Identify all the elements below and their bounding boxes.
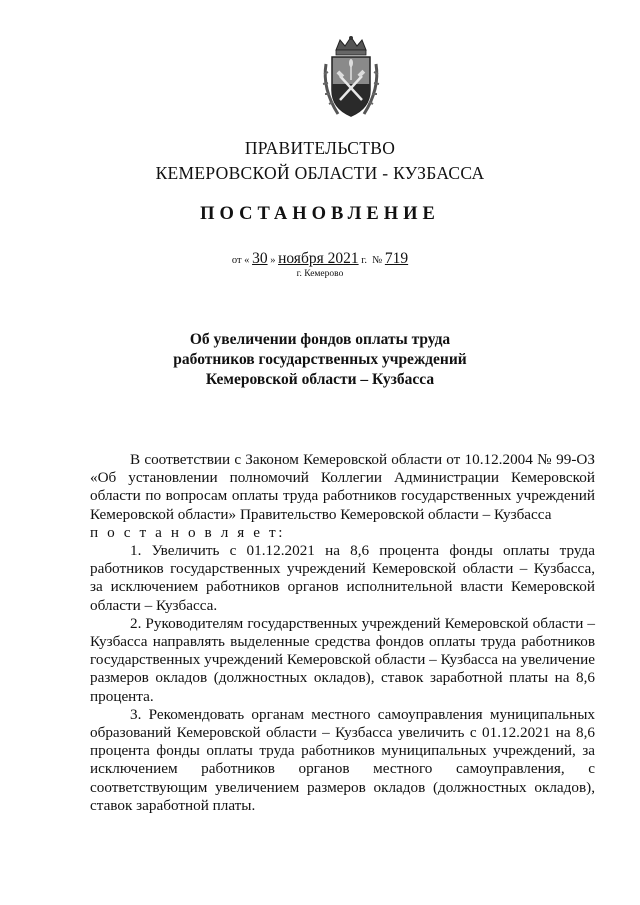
number-prefix: № <box>372 255 383 266</box>
item-1-paragraph: 1. Увеличить с 01.12.2021 на 8,6 процента фонды оплаты труда работников государственных учреждений Кемеровской области – Кузбасса, за исключением работников органов исполнительной власти Кемеровской области – Кузбасса. <box>90 542 595 614</box>
subject-line1: Об увеличении фондов оплаты труда <box>189 331 451 348</box>
date-prefix: от « <box>231 255 250 266</box>
document-number: 719 <box>384 250 409 267</box>
document-city: г. Кемерово <box>296 269 344 279</box>
government-title-line2: КЕМЕРОВСКОЙ ОБЛАСТИ - КУЗБАССА <box>155 163 485 183</box>
document-date-number <box>0 250 640 268</box>
subject-line3: Кемеровской области – Кузбасса <box>205 371 435 388</box>
coat-of-arms-icon <box>318 34 384 122</box>
coat-of-arms-emblem <box>318 34 384 122</box>
resolves-word: п о с т а н о в л я е т: <box>90 523 286 541</box>
subject-line2: работников государственных учреждений <box>173 351 467 368</box>
date-year-suffix: г. <box>361 255 367 266</box>
resolves-paragraph <box>90 524 595 542</box>
document-body <box>90 451 595 815</box>
item-3-paragraph: 3. Рекомендовать органам местного самоуправления муниципальных образований Кемеровской области – Кузбасса увеличить с 01.12.2021 на 8,6 процента фонды оплаты труда работников муниципальных учреждений, за исключением работников органов местного самоуправления, с соответствующим увеличением размеров окладов (должностных окладов), ставок заработной платы. <box>90 705 595 814</box>
item-2-paragraph: 2. Руководителям государственных учреждений Кемеровской области – Кузбасса направлять выделенные средства фондов оплаты труда работников государственных учреждений Кемеровской области – Кузбасса на увеличение размеров окладов (должностных окладов), ставок заработной платы на 8,6 процента. <box>90 614 595 705</box>
date-month-year: ноября 2021 <box>278 250 359 267</box>
date-quote-close: » <box>270 255 276 266</box>
date-day: 30 <box>252 250 268 267</box>
document-type-title: ПОСТАНОВЛЕНИЕ <box>200 204 440 224</box>
document-subject <box>0 330 640 390</box>
intro-paragraph: В соответствии с Законом Кемеровской области от 10.12.2004 № 99-ОЗ «Об установлении полномочий Коллегии Администрации Кемеровской области по вопросам оплаты труда работников государственных учреждений Кемеровской области» Правительство Кемеровской области – Кузбасса <box>90 451 595 523</box>
government-title-line1: ПРАВИТЕЛЬСТВО <box>244 138 396 158</box>
